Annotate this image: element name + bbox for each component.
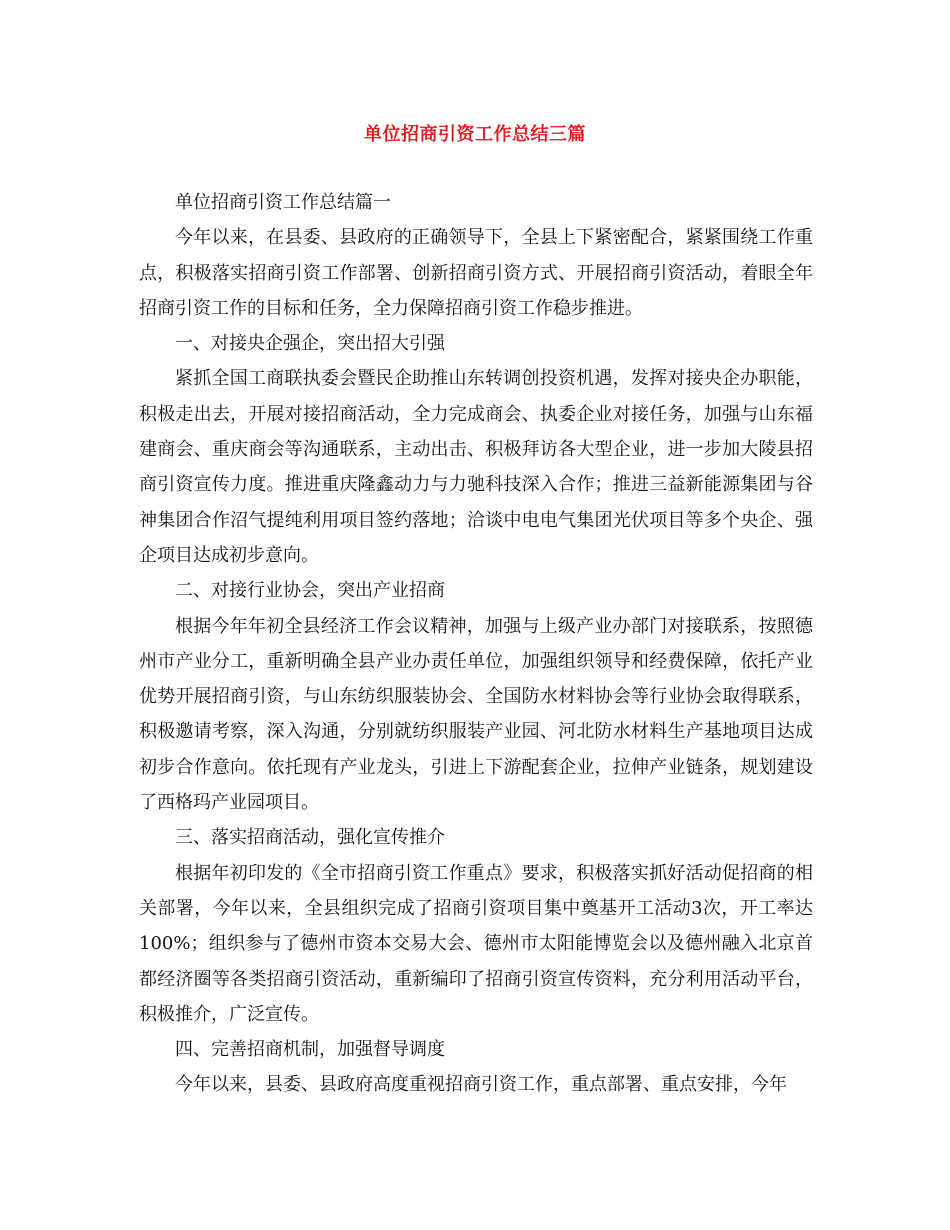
paragraph-heading-1: 一、对接央企强企，突出招大引强 xyxy=(175,333,445,355)
paragraph-body-4: 今年以来，县委、县政府高度重视招商引资工作，重点部署、重点安排，今年 xyxy=(175,1074,787,1096)
paragraph-body-1: 紧抓全国工商联执委会暨民企助推山东转调创投资机遇，发挥对接央企办职能，积极走出去，开展对接招商活动，全力完成商会、执委企业对接任务，加强与山东福建商会、重庆商会等沟通联系，主动出击、积极拜访各大型企业，进一步加大陵县招商引资宣传力度。推进重庆隆鑫动力与力驰科技深入合作；推进三益新能源集团与谷神集团合作沼气提纯利用项目签约落地；洽谈中电电气集团光伏项目等多个央企、强企项目达成初步意向。 xyxy=(139,368,813,566)
paragraph-body-3: 根据年初印发的《全市招商引资工作重点》要求，积极落实抓好活动促招商的相关部署，今年以来，全县组织完成了招商引资项目集中奠基开工活动3次，开工率达100%；组织参与了德州市资本交易大会、德州市太阳能博览会以及德州融入北京首都经济圈等各类招商引资活动，重新编印了招商引资宣传资料，充分利用活动平台，积极推介，广泛宣传。 xyxy=(139,862,813,1025)
document-title: 单位招商引资工作总结三篇 xyxy=(364,124,586,145)
paragraph-heading-4: 四、完善招商机制，加强督导调度 xyxy=(175,1039,445,1061)
paragraph-intro: 今年以来，在县委、县政府的正确领导下，全县上下紧密配合，紧紧围绕工作重点，积极落实招商引资工作部署、创新招商引资方式、开展招商引资活动，着眼全年招商引资工作的目标和任务，全力保障招商引资工作稳步推进。 xyxy=(139,227,813,319)
paragraph-heading-3: 三、落实招商活动，强化宣传推介 xyxy=(175,827,445,849)
paragraph-heading-2: 二、对接行业协会，突出产业招商 xyxy=(175,580,445,602)
document-body xyxy=(139,185,813,1103)
paragraph-body-2: 根据今年年初全县经济工作会议精神，加强与上级产业办部门对接联系，按照德州市产业分工，重新明确全县产业办责任单位，加强组织领导和经费保障，依托产业优势开展招商引资，与山东纺织服装协会、全国防水材料协会等行业协会取得联系，积极邀请考察，深入沟通，分别就纺织服装产业园、河北防水材料生产基地项目达成初步合作意向。依托现有产业龙头，引进上下游配套企业，拉伸产业链条，规划建设了西格玛产业园项目。 xyxy=(139,615,813,814)
paragraph-section-heading: 单位招商引资工作总结篇一 xyxy=(175,192,391,213)
